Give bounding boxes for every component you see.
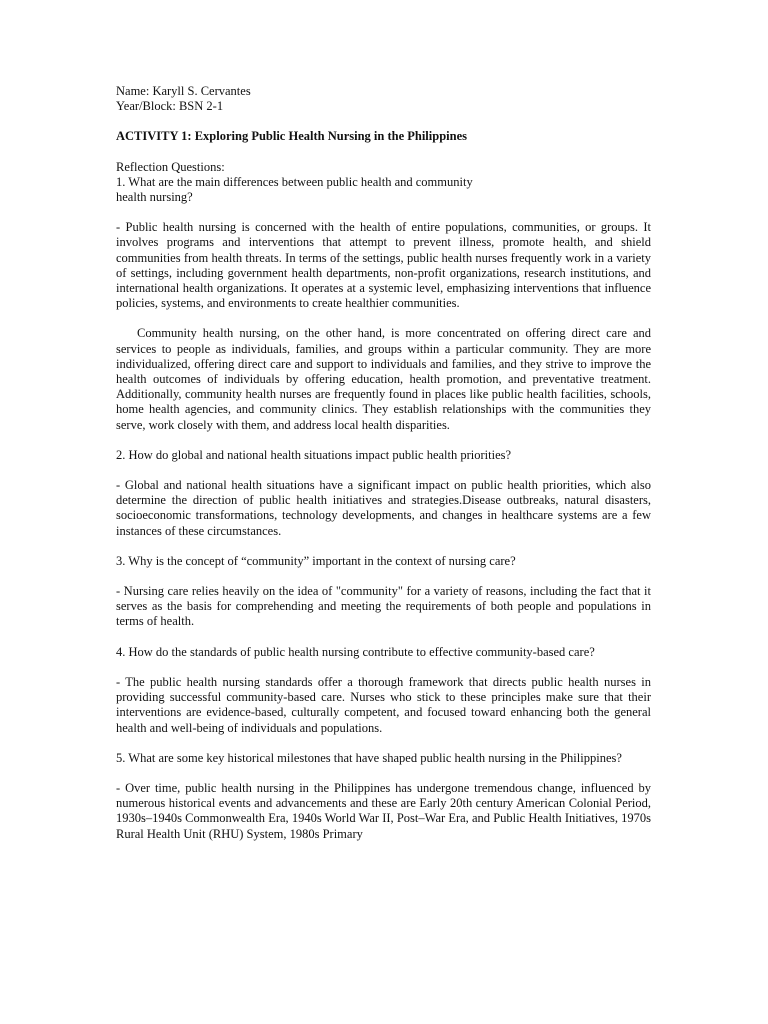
spacer: [116, 539, 651, 554]
question-4: 4. How do the standards of public health nursing contribute to effective community-based care?: [116, 644, 595, 659]
question-2: 2. How do global and national health situations impact public health priorities?: [116, 447, 512, 462]
answer-4: - The public health nursing standards offer a thorough framework that directs public health nurses in providing successful community-based care. Nurses who stick to these principles make sure that their interventions are evidence-based, culturally competent, and focused toward enhancing both the general health and well-being of individuals and populations.: [116, 674, 651, 735]
section-label: Reflection Questions:: [116, 159, 225, 174]
answer-2: - Global and national health situations have a significant impact on public health priorities, which also determine the direction of public health initiatives and strategies.Disease outbreaks, natural disasters, socioeconomic transformations, technology developments, and changes in healthcare systems are a few instances of these circumstances.: [116, 478, 651, 538]
question-1-line-2: health nursing?: [116, 190, 193, 205]
student-name: Name: Karyll S. Cervantes: [116, 84, 251, 98]
answer-1-paragraph-1: - Public health nursing is concerned with the health of entire populations, communities, or groups. It involves programs and interventions that attempt to prevent illness, promote health, and shield communities from health threats. In terms of the settings, public health nurses frequently work in a variety of settings, including government health departments, non-profit organizations, research institutions, and international health organizations. It operates at a systemic level, emphasizing interventions that influence policies, systems, and environments to create healthier communities.: [116, 220, 651, 311]
answer-5: - Over time, public health nursing in the Philippines has undergone tremendous change, influenced by numerous historical events and advancements and these are Early 20th century American Colonial Period, 1930s–1940s Commonwealth Era, 1940s World War II, Post–War Era, and Public Health Initiatives, 1970s Rural Health Unit (RHU) System, 1980s Primary: [116, 780, 651, 841]
spacer: [116, 433, 651, 448]
spacer: [116, 630, 651, 645]
answer-3: - Nursing care relies heavily on the idea of "community" for a variety of reasons, including the fact that it serves as the basis for comprehending and meeting the requirements of both people and populations in terms of health.: [116, 584, 651, 629]
year-block: Year/Block: BSN 2-1: [116, 99, 224, 114]
spacer: [116, 145, 651, 160]
activity-title: ACTIVITY 1: Exploring Public Health Nursing in the Philippines: [116, 129, 467, 144]
document-page: [116, 84, 651, 842]
spacer: [116, 569, 651, 584]
spacer: [116, 311, 651, 326]
spacer: [116, 736, 651, 751]
spacer: [116, 463, 651, 478]
question-1-line-1: 1. What are the main differences between public health and community: [116, 174, 473, 189]
question-5: 5. What are some key historical milestones that have shaped public health nursing in the Philippines?: [116, 750, 622, 765]
spacer: [116, 114, 651, 129]
spacer: [116, 660, 651, 675]
spacer: [116, 205, 651, 220]
answer-1-paragraph-2: Community health nursing, on the other hand, is more concentrated on offering direct care and services to people as individuals, families, and groups within a particular community. They are more individualized, offering direct care and support to individuals and families, and they strive to improve the health outcomes of individuals by offering education, health promotion, and preventative treatment. Additionally, community health nurses are frequently found in places like public health facilities, schools, home health agencies, and community clinics. They establish relationships with the communities they serve, work closely with them, and address local health disparities.: [116, 326, 651, 432]
spacer: [116, 766, 651, 781]
question-3: 3. Why is the concept of “community” important in the context of nursing care?: [116, 553, 516, 568]
